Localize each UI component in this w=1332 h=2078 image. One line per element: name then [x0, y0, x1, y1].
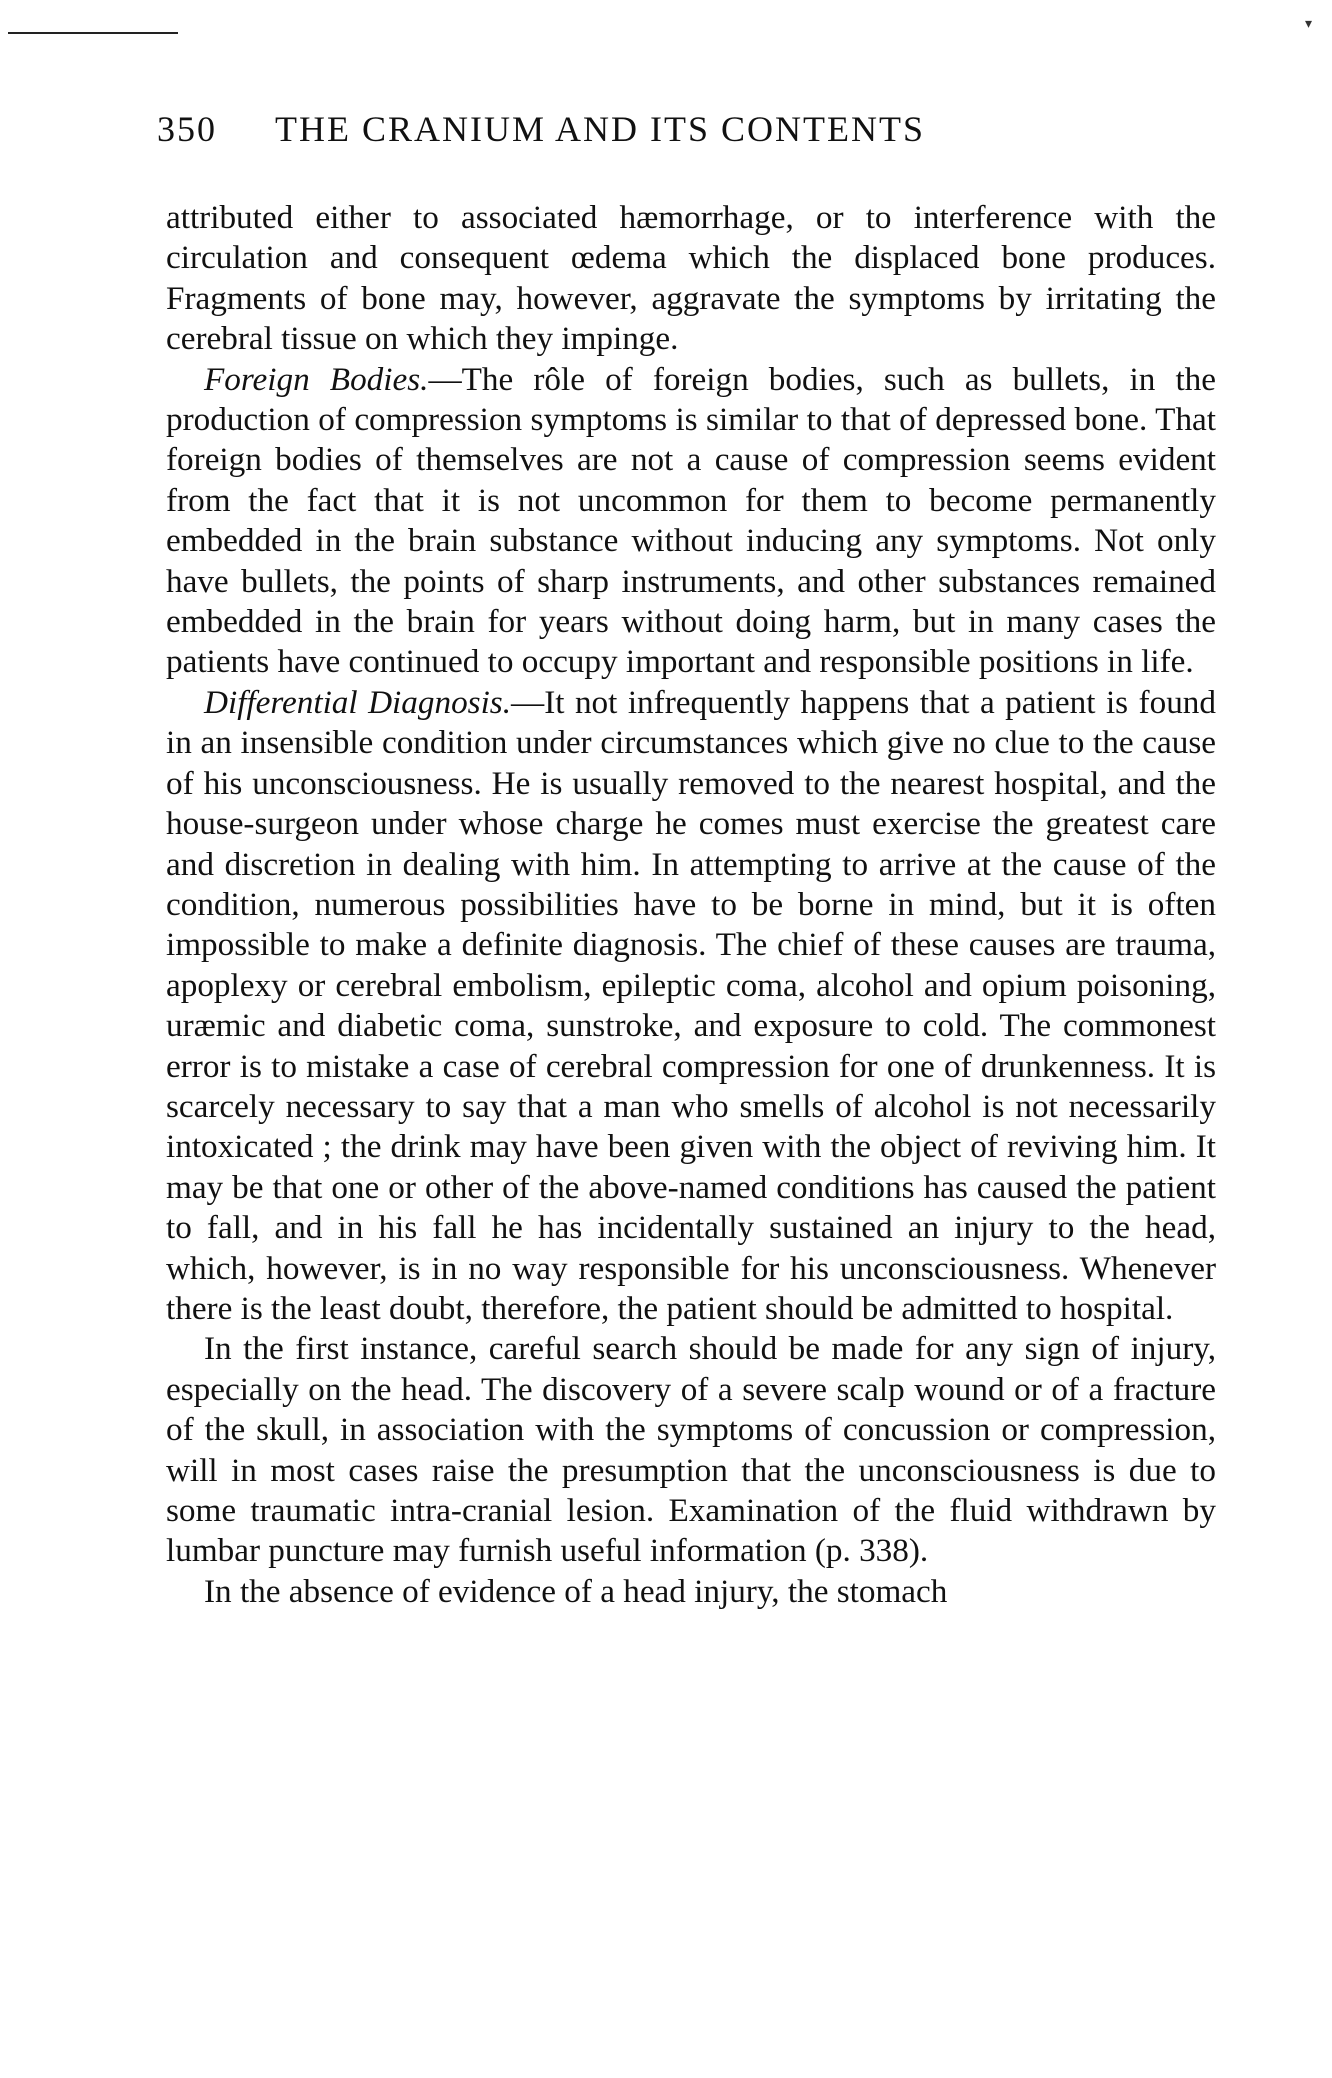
- paragraph-first-instance: [166, 1329, 1216, 1571]
- running-head: [157, 108, 1257, 150]
- paragraph-foreign-bodies: [166, 360, 1216, 683]
- page-number: 350: [157, 109, 217, 149]
- section-heading-differential-diagnosis: Differential Diagnosis.: [204, 683, 512, 721]
- section-heading-foreign-bodies: Foreign Bodies.: [204, 360, 429, 398]
- top-rule: [8, 32, 178, 34]
- corner-mark: ▾: [1304, 16, 1312, 32]
- paragraph-foreign-bodies-text: —The rôle of foreign bodies, such as bullets, in the production of compression symptoms is similar to that of depressed bone. That foreign bodies of themselves are not a cause of compression seems evident from the fact that it is not uncommon for them to become permanently embedded in the brain substance without inducing any symptoms. Not only have bullets, the points of sharp instruments, and other substances remained embedded in the brain for years without doing harm, but in many cases the patients have continued to occupy important and responsible positions in life.: [166, 360, 1216, 681]
- page-body: [166, 198, 1216, 1612]
- paragraph-differential-diagnosis-text: —It not infrequently happens that a patient is found in an insensible condition under circumstances which give no clue to the cause of his unconsciousness. He is usually removed to the nearest hospital, and the house-surgeon under whose charge he comes must exercise the greatest care and discretion in dealing with him. In attempting to arrive at the cause of the condition, numerous possibilities have to be borne in mind, but it is often impossible to make a definite diagnosis. The chief of these causes are trauma, apoplexy or cerebral embolism, epileptic coma, alcohol and opium poisoning, uræmic and diabetic coma, sunstroke, and exposure to cold. The commonest error is to mistake a case of cerebral compression for one of drunkenness. It is scarcely necessary to say that a man who smells of alcohol is not necessarily intoxicated ; the drink may have been given with the object of reviving him. It may be that one or other of the above-named conditions has caused the patient to fall, and in his fall he has incidentally sustained an injury to the head, which, however, is in no way responsible for his unconsciousness. Whenever there is the least doubt, therefore, the patient should be admitted to hospital.: [166, 683, 1216, 1327]
- paragraph-1: [166, 198, 1216, 360]
- paragraph-first-instance-text: In the first instance, careful search should be made for any sign of injury, especially on the head. The discovery of a severe scalp wound or of a fracture of the skull, in association with the symptoms of concussion or compression, will in most cases raise the presumption that the unconsciousness is due to some traumatic intra-cranial lesion. Examination of the fluid withdrawn by lumbar puncture may furnish useful information (p. 338).: [166, 1330, 1216, 1570]
- running-title: THE CRANIUM AND ITS CONTENTS: [275, 109, 925, 149]
- paragraph-absence-of-evidence-text: In the absence of evidence of a head injury, the stomach: [204, 1572, 948, 1610]
- paragraph-differential-diagnosis: [166, 683, 1216, 1330]
- paragraph-absence-of-evidence: [166, 1572, 1216, 1612]
- paragraph-1-text: attributed either to associated hæmorrhage, or to interference with the circulation and consequent œdema which the displaced bone produces. Fragments of bone may, however, aggravate the symptoms by irritating the cerebral tissue on which they impinge.: [166, 199, 1216, 358]
